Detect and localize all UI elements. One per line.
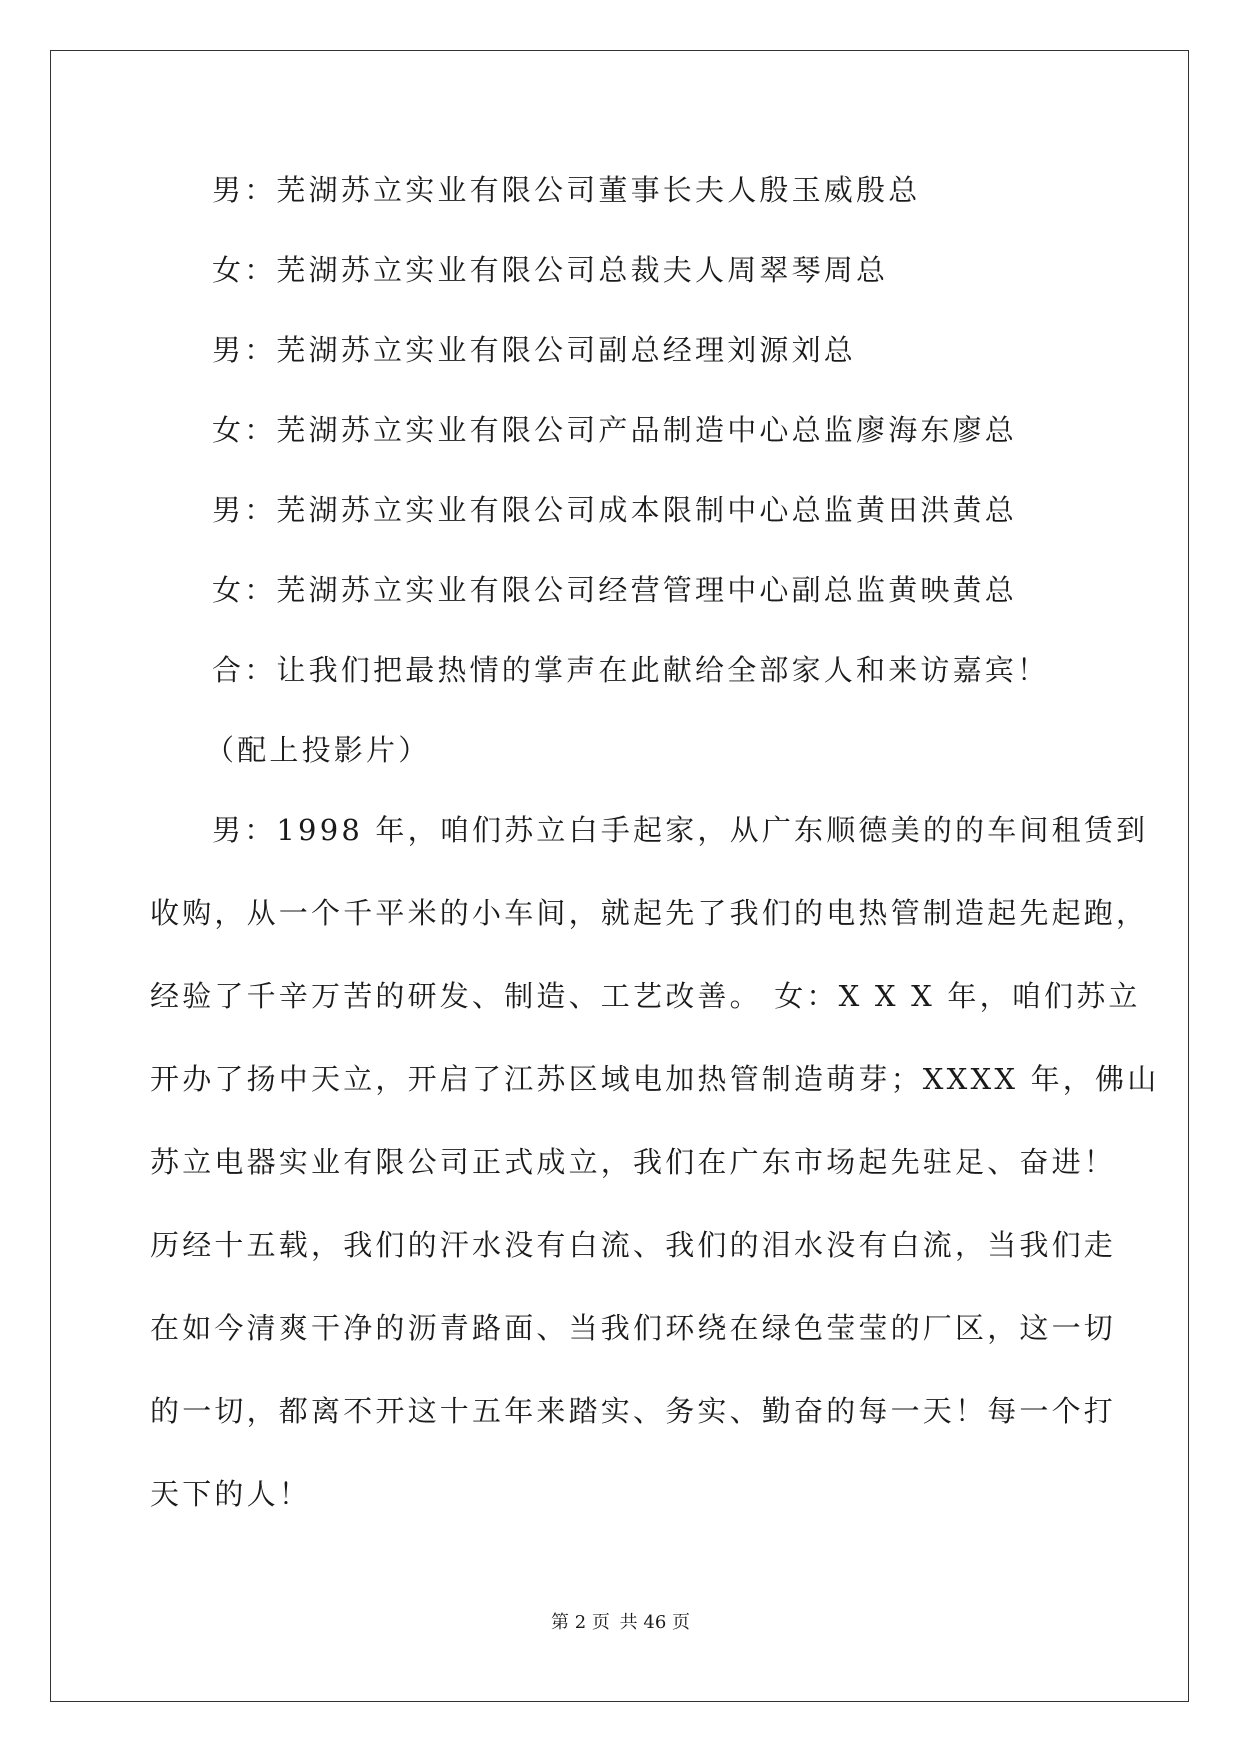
text-line: 女：芜湖苏立实业有限公司经营管理中心副总监黄映黄总 — [212, 573, 1018, 607]
text-line: 男：1998 年，咱们苏立白手起家，从广东顺德美的的车间租赁到 — [212, 813, 1149, 847]
text-line: 合：让我们把最热情的掌声在此献给全部家人和来访嘉宾！ — [212, 653, 1050, 687]
text-line: 在如今清爽干净的沥青路面、当我们环绕在绿色莹莹的厂区，这一切 — [150, 1311, 1117, 1345]
text-line: 男：芜湖苏立实业有限公司副总经理刘源刘总 — [212, 333, 857, 367]
text-line: 女：芜湖苏立实业有限公司总裁夫人周翠琴周总 — [212, 253, 889, 287]
text-line: 的一切，都离不开这十五年来踏实、务实、勤奋的每一天！每一个打 — [150, 1394, 1117, 1428]
page-border — [50, 50, 1189, 1702]
page-number: 第 2 页 — [551, 1612, 610, 1633]
page-footer — [0, 1611, 1241, 1635]
text-line: 女：芜湖苏立实业有限公司产品制造中心总监廖海东廖总 — [212, 413, 1018, 447]
text-line: 历经十五载，我们的汗水没有白流、我们的泪水没有白流，当我们走 — [150, 1228, 1117, 1262]
text-line: 收购，从一个千平米的小车间，就起先了我们的电热管制造起先起跑， — [150, 896, 1149, 930]
text-line: 经验了千辛万苦的研发、制造、工艺改善。 女：X X X 年，咱们苏立 — [150, 979, 1141, 1013]
text-line: 苏立电器实业有限公司正式成立，我们在广东市场起先驻足、奋进！ — [150, 1145, 1117, 1179]
text-line: 男：芜湖苏立实业有限公司董事长夫人殷玉威殷总 — [212, 173, 921, 207]
text-line: （配上投影片） — [205, 733, 431, 767]
text-line: 天下的人！ — [150, 1477, 312, 1511]
page-total: 共 46 页 — [619, 1612, 690, 1633]
text-line: 男：芜湖苏立实业有限公司成本限制中心总监黄田洪黄总 — [212, 493, 1018, 527]
text-line: 开办了扬中天立，开启了江苏区域电加热管制造萌芽；XXXX 年，佛山 — [150, 1062, 1160, 1096]
